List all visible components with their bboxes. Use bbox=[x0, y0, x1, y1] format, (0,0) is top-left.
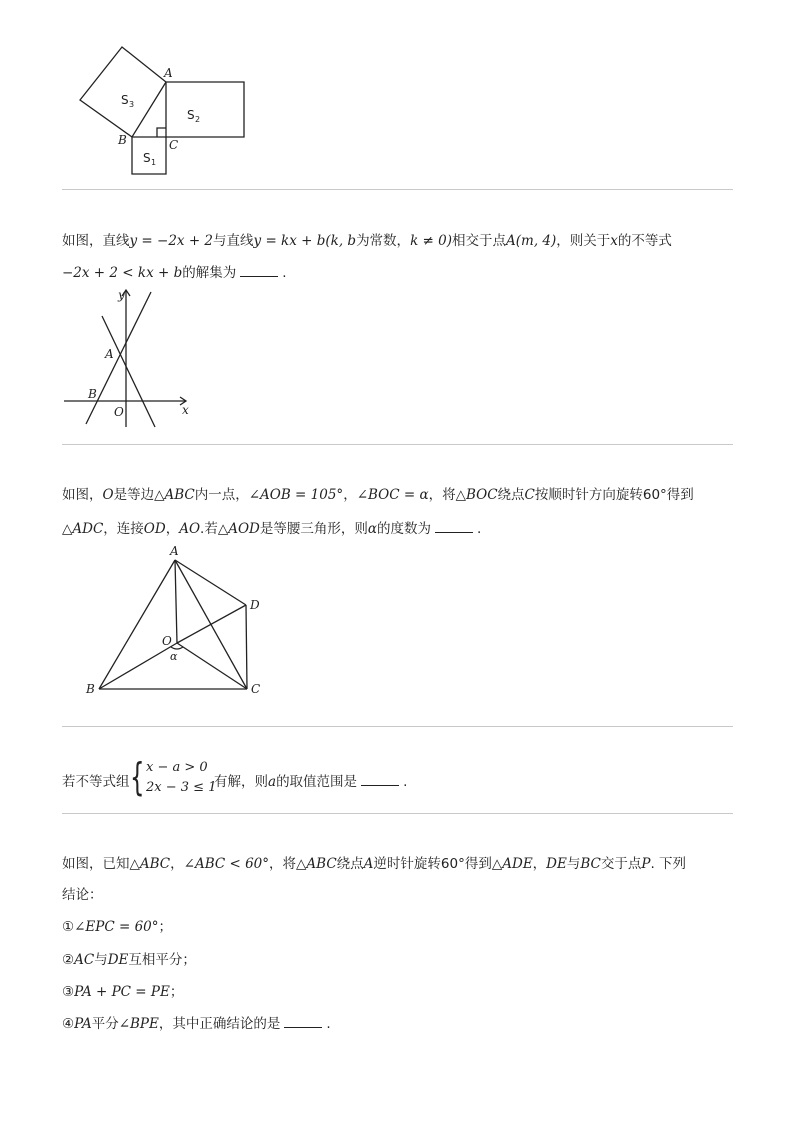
text: 如图，已知 bbox=[62, 856, 130, 872]
math: y = −2x + 2 bbox=[129, 233, 214, 249]
label-s1-sub: 1 bbox=[151, 158, 157, 167]
square-s3 bbox=[80, 47, 166, 137]
angle-arc bbox=[171, 647, 183, 649]
text: 绕点 bbox=[336, 856, 364, 872]
math: ∠EPC = 60° bbox=[74, 919, 159, 935]
segment-oc bbox=[177, 643, 247, 689]
label-alpha: α bbox=[170, 650, 178, 663]
q1-line2 bbox=[62, 263, 287, 283]
label-b: B bbox=[118, 133, 127, 147]
text: 互相平分； bbox=[128, 952, 196, 968]
q1-line1 bbox=[62, 231, 672, 251]
text: . bbox=[282, 265, 287, 281]
math: A(m, 4) bbox=[506, 233, 557, 249]
label-b: B bbox=[86, 682, 95, 696]
text: 逆时针旋转60°得到 bbox=[373, 856, 492, 872]
label-x: x bbox=[182, 403, 189, 417]
text: 有解，则 bbox=[214, 774, 268, 790]
label-o: O bbox=[162, 634, 172, 648]
text: . bbox=[326, 1016, 331, 1032]
math: O bbox=[102, 487, 114, 503]
math: k ≠ 0) bbox=[410, 233, 452, 249]
text: 内一点， bbox=[194, 487, 249, 503]
text: ， bbox=[532, 856, 547, 872]
divider bbox=[62, 444, 733, 445]
segment-bo bbox=[99, 643, 177, 689]
text: 的不等式 bbox=[617, 233, 672, 249]
system-row-1: x − a > 0 bbox=[146, 760, 208, 775]
segment-dc bbox=[246, 605, 247, 689]
math: △ABC bbox=[129, 856, 171, 872]
figure-triangle-rotation bbox=[80, 543, 280, 698]
q4-conclusion-1 bbox=[62, 917, 172, 937]
label-s3: S bbox=[121, 93, 129, 107]
text: 的度数为 bbox=[376, 521, 431, 537]
math: △AOD bbox=[217, 521, 260, 537]
math: a bbox=[268, 774, 277, 790]
math: △ADE bbox=[491, 856, 533, 872]
text: ， bbox=[165, 521, 180, 537]
q4-conclusion-4 bbox=[62, 1014, 331, 1034]
label-a: A bbox=[170, 544, 179, 558]
text: 与 bbox=[94, 952, 108, 968]
text: ； bbox=[158, 919, 173, 935]
math: △ABC bbox=[154, 487, 195, 503]
segment-ad bbox=[175, 560, 246, 605]
text: 是等腰三角形，则 bbox=[259, 521, 368, 537]
segment-ab bbox=[99, 560, 175, 689]
text: ，其中正确结论的是 bbox=[158, 1016, 281, 1032]
right-angle-mark bbox=[157, 128, 166, 137]
text: . 下列 bbox=[650, 856, 687, 872]
text: 的取值范围是 bbox=[276, 774, 358, 790]
math: DE bbox=[107, 952, 129, 968]
math: ∠ABC < 60° bbox=[183, 856, 270, 872]
label-a: A bbox=[105, 347, 114, 361]
text: 如图， bbox=[62, 487, 103, 503]
text: ， bbox=[170, 856, 184, 872]
system-row-2: 2x − 3 ≤ 1 bbox=[146, 780, 217, 795]
q4-conclusion-3 bbox=[62, 982, 183, 1002]
text: 与 bbox=[566, 856, 581, 872]
math: C bbox=[524, 487, 535, 503]
label-s3-sub: 3 bbox=[129, 100, 135, 109]
divider bbox=[62, 189, 733, 190]
text: ③ bbox=[62, 984, 75, 1000]
line-neg2x bbox=[102, 316, 155, 427]
math: y = kx + b(k, b bbox=[253, 233, 357, 249]
math: ∠BOC = α bbox=[356, 487, 429, 503]
text: 交于点 bbox=[600, 856, 642, 872]
figure-lines-graph bbox=[60, 284, 200, 430]
text: 为常数， bbox=[356, 233, 411, 249]
label-c: C bbox=[169, 138, 179, 152]
answer-blank[interactable] bbox=[361, 773, 399, 786]
math: −2x + 2 < kx + b bbox=[62, 265, 183, 281]
text: ，则关于 bbox=[556, 233, 611, 249]
brace-icon: { bbox=[130, 755, 145, 799]
math: BC bbox=[580, 856, 601, 872]
answer-blank[interactable] bbox=[284, 1015, 322, 1028]
text: 是等边 bbox=[113, 487, 155, 503]
math: △ABC bbox=[296, 856, 337, 872]
math: ∠BPE bbox=[118, 1016, 159, 1032]
divider bbox=[62, 726, 733, 727]
math: DE bbox=[546, 856, 567, 872]
text: ； bbox=[169, 984, 184, 1000]
text: .若 bbox=[200, 521, 218, 537]
label-c: C bbox=[251, 682, 261, 696]
math: PA bbox=[74, 1016, 92, 1032]
q4-line2 bbox=[62, 885, 103, 905]
text: 相交于点 bbox=[452, 233, 506, 249]
label-a: A bbox=[164, 66, 173, 80]
label-y: y bbox=[118, 288, 125, 302]
answer-blank[interactable] bbox=[240, 264, 278, 277]
text: ④ bbox=[62, 1016, 75, 1032]
divider bbox=[62, 813, 733, 814]
math: OD bbox=[143, 521, 166, 537]
math: A bbox=[363, 856, 374, 872]
math: AO bbox=[179, 521, 201, 537]
text: 平分 bbox=[91, 1016, 119, 1032]
q3-rest bbox=[214, 770, 407, 790]
text: ，将 bbox=[428, 487, 456, 503]
text: ① bbox=[62, 919, 75, 935]
label-s2-sub: 2 bbox=[195, 115, 201, 124]
figure-squares bbox=[70, 40, 260, 180]
q4-conclusion-2 bbox=[62, 950, 196, 970]
label-o: O bbox=[114, 405, 124, 419]
segment-od bbox=[177, 605, 246, 643]
math: △BOC bbox=[455, 487, 498, 503]
text: 若不等式组 bbox=[62, 774, 130, 790]
text: 如图，直线 bbox=[62, 233, 130, 249]
square-s2 bbox=[166, 82, 244, 137]
math: PA + PC = PE bbox=[74, 984, 170, 1000]
text: 结论： bbox=[62, 887, 103, 903]
label-b: B bbox=[88, 387, 97, 401]
text: . bbox=[476, 521, 482, 537]
segment-ao bbox=[175, 560, 177, 643]
math: ∠AOB = 105° bbox=[248, 487, 344, 503]
q4-line1 bbox=[62, 854, 686, 874]
text: ，将 bbox=[269, 856, 297, 872]
text: ② bbox=[62, 952, 75, 968]
label-d: D bbox=[250, 598, 260, 612]
math: α bbox=[367, 521, 377, 537]
text: ，连接 bbox=[103, 521, 144, 537]
math: △ADC bbox=[62, 521, 104, 537]
label-s2: S bbox=[187, 108, 195, 122]
text: 按顺时针方向旋转60°得到 bbox=[534, 487, 694, 503]
text: . bbox=[403, 774, 408, 790]
label-s1: S bbox=[143, 151, 151, 165]
math: P bbox=[641, 856, 651, 872]
text: ， bbox=[343, 487, 357, 503]
math: AC bbox=[74, 952, 95, 968]
q2-line2 bbox=[62, 519, 481, 539]
math: x bbox=[610, 233, 618, 249]
text: 的解集为 bbox=[182, 265, 237, 281]
text: 绕点 bbox=[497, 487, 525, 503]
answer-blank[interactable] bbox=[435, 520, 473, 533]
q2-line1 bbox=[62, 485, 694, 505]
text: 与直线 bbox=[213, 233, 254, 249]
